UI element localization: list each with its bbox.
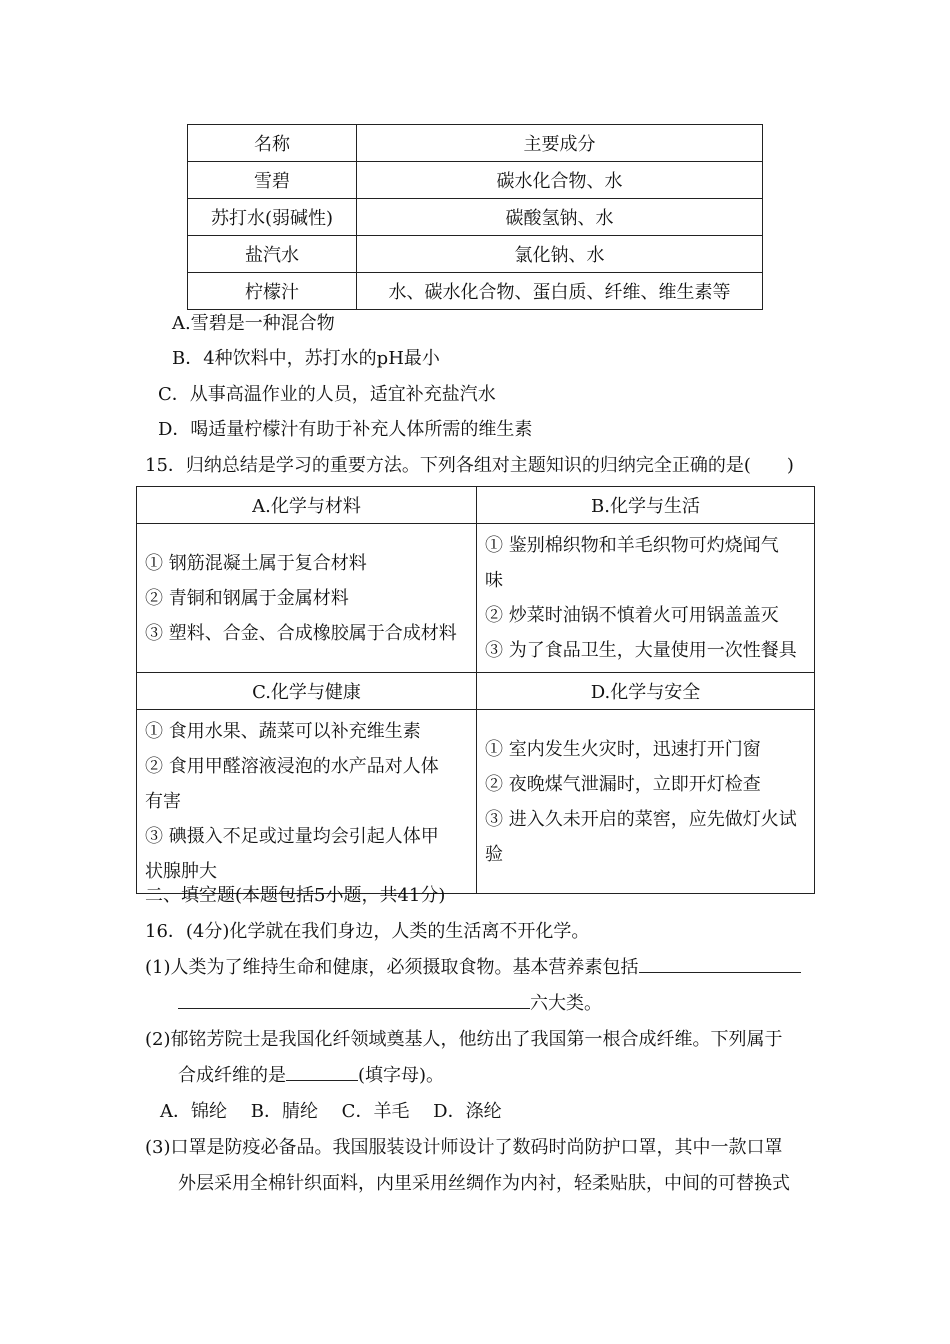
table-row — [188, 162, 763, 199]
list-item: ② 食用甲醛溶液浸泡的水产品对人体 — [145, 756, 439, 777]
cell-ingredients: 碳酸氢钠、水 — [357, 199, 763, 236]
q16-part2-suffix: (填字母)。 — [358, 1065, 445, 1086]
cell-ingredients: 碳水化合物、水 — [357, 162, 763, 199]
q16-part2-prefix: 合成纤维的是 — [178, 1065, 286, 1086]
option-b-title: B.化学与生活 — [477, 487, 815, 524]
drinks-table — [187, 124, 763, 310]
answer-blank[interactable] — [178, 990, 530, 1009]
cell-ingredients: 水、碳水化合物、蛋白质、纤维、维生素等 — [357, 273, 763, 310]
q15-content-row — [137, 524, 815, 673]
q16-part1-line1 — [145, 953, 801, 979]
list-item: ② 炒菜时油锅不慎着火可用锅盖盖灭 — [485, 605, 779, 626]
q14-option-a: A.雪碧是一种混合物 — [172, 313, 335, 334]
q16-part1-suffix: 六大类。 — [530, 993, 602, 1014]
q15-content-row — [137, 710, 815, 894]
q14-option-c: C．从事高温作业的人员，适宜补充盐汽水 — [158, 384, 496, 405]
q14-option-d: D．喝适量柠檬汁有助于补充人体所需的维生素 — [158, 419, 533, 440]
list-item: 验 — [485, 843, 503, 865]
list-item: ① 食用水果、蔬菜可以补充维生素 — [145, 721, 421, 742]
list-item: ③ 进入久未开启的菜窖，应先做灯火试 — [485, 808, 797, 830]
option-a-content — [137, 524, 477, 673]
table-header-row — [188, 125, 763, 162]
header-ingredients: 主要成分 — [357, 125, 763, 162]
list-item: 状腺肿大 — [145, 861, 217, 882]
answer-blank[interactable] — [639, 954, 801, 973]
q16-part2-line2 — [178, 1061, 444, 1087]
list-item: ② 夜晚煤气泄漏时，立即开灯检查 — [485, 773, 761, 795]
list-item: 有害 — [145, 791, 181, 812]
option-d-title: D.化学与安全 — [477, 673, 815, 710]
q16-part3-line2: 外层采用全棉针织面料，内里采用丝绸作为内衬，轻柔贴肤，中间的可替换式 — [178, 1173, 790, 1194]
option-b-content — [477, 524, 815, 673]
option-c-content — [137, 710, 477, 894]
list-item: ① 钢筋混凝土属于复合材料 — [145, 552, 367, 574]
cell-name: 苏打水(弱碱性) — [188, 199, 357, 236]
q16-part1-text: (1)人类为了维持生命和健康，必须摄取食物。基本营养素包括 — [145, 957, 639, 978]
cell-ingredients: 氯化钠、水 — [357, 236, 763, 273]
cell-name: 盐汽水 — [188, 236, 357, 273]
option-a-title: A.化学与材料 — [137, 487, 477, 524]
q15-table — [136, 486, 815, 894]
q16-stem: 16．(4分)化学就在我们身边，人类的生活离不开化学。 — [145, 921, 590, 942]
list-item: 味 — [485, 570, 503, 591]
q15-header-row — [137, 487, 815, 524]
q16-part2-line1: (2)郁铭芳院士是我国化纤领域奠基人，他纺出了我国第一根合成纤维。下列属于 — [145, 1029, 783, 1050]
cell-name: 雪碧 — [188, 162, 357, 199]
answer-blank[interactable] — [286, 1062, 358, 1081]
q15-header-row — [137, 673, 815, 710]
list-item: ③ 塑料、合金、合成橡胶属于合成材料 — [145, 622, 457, 644]
list-item: ② 青铜和钢属于金属材料 — [145, 587, 349, 609]
q16-part3-line1: (3)口罩是防疫必备品。我国服装设计师设计了数码时尚防护口罩，其中一款口罩 — [145, 1137, 783, 1158]
q16-part2-options: A．锦纶 B．腈纶 C．羊毛 D．涤纶 — [160, 1101, 502, 1122]
list-item: ① 室内发生火灾时，迅速打开门窗 — [485, 738, 761, 760]
q15-stem: 15．归纳总结是学习的重要方法。下列各组对主题知识的归纳完全正确的是( ) — [145, 455, 794, 476]
list-item: ③ 为了食品卫生，大量使用一次性餐具 — [485, 640, 797, 661]
section-title: 二、填空题(本题包括5小题，共41分) — [145, 885, 446, 906]
table-row — [188, 236, 763, 273]
table-row — [188, 273, 763, 310]
list-item: ③ 碘摄入不足或过量均会引起人体甲 — [145, 826, 439, 847]
table-row — [188, 199, 763, 236]
option-c-title: C.化学与健康 — [137, 673, 477, 710]
option-d-content — [477, 710, 815, 894]
list-item: ① 鉴别棉织物和羊毛织物可灼烧闻气 — [485, 535, 779, 556]
cell-name: 柠檬汁 — [188, 273, 357, 310]
q16-part1-line2 — [178, 989, 602, 1015]
q14-option-b: B．4种饮料中，苏打水的pH最小 — [172, 348, 440, 369]
header-name: 名称 — [188, 125, 357, 162]
